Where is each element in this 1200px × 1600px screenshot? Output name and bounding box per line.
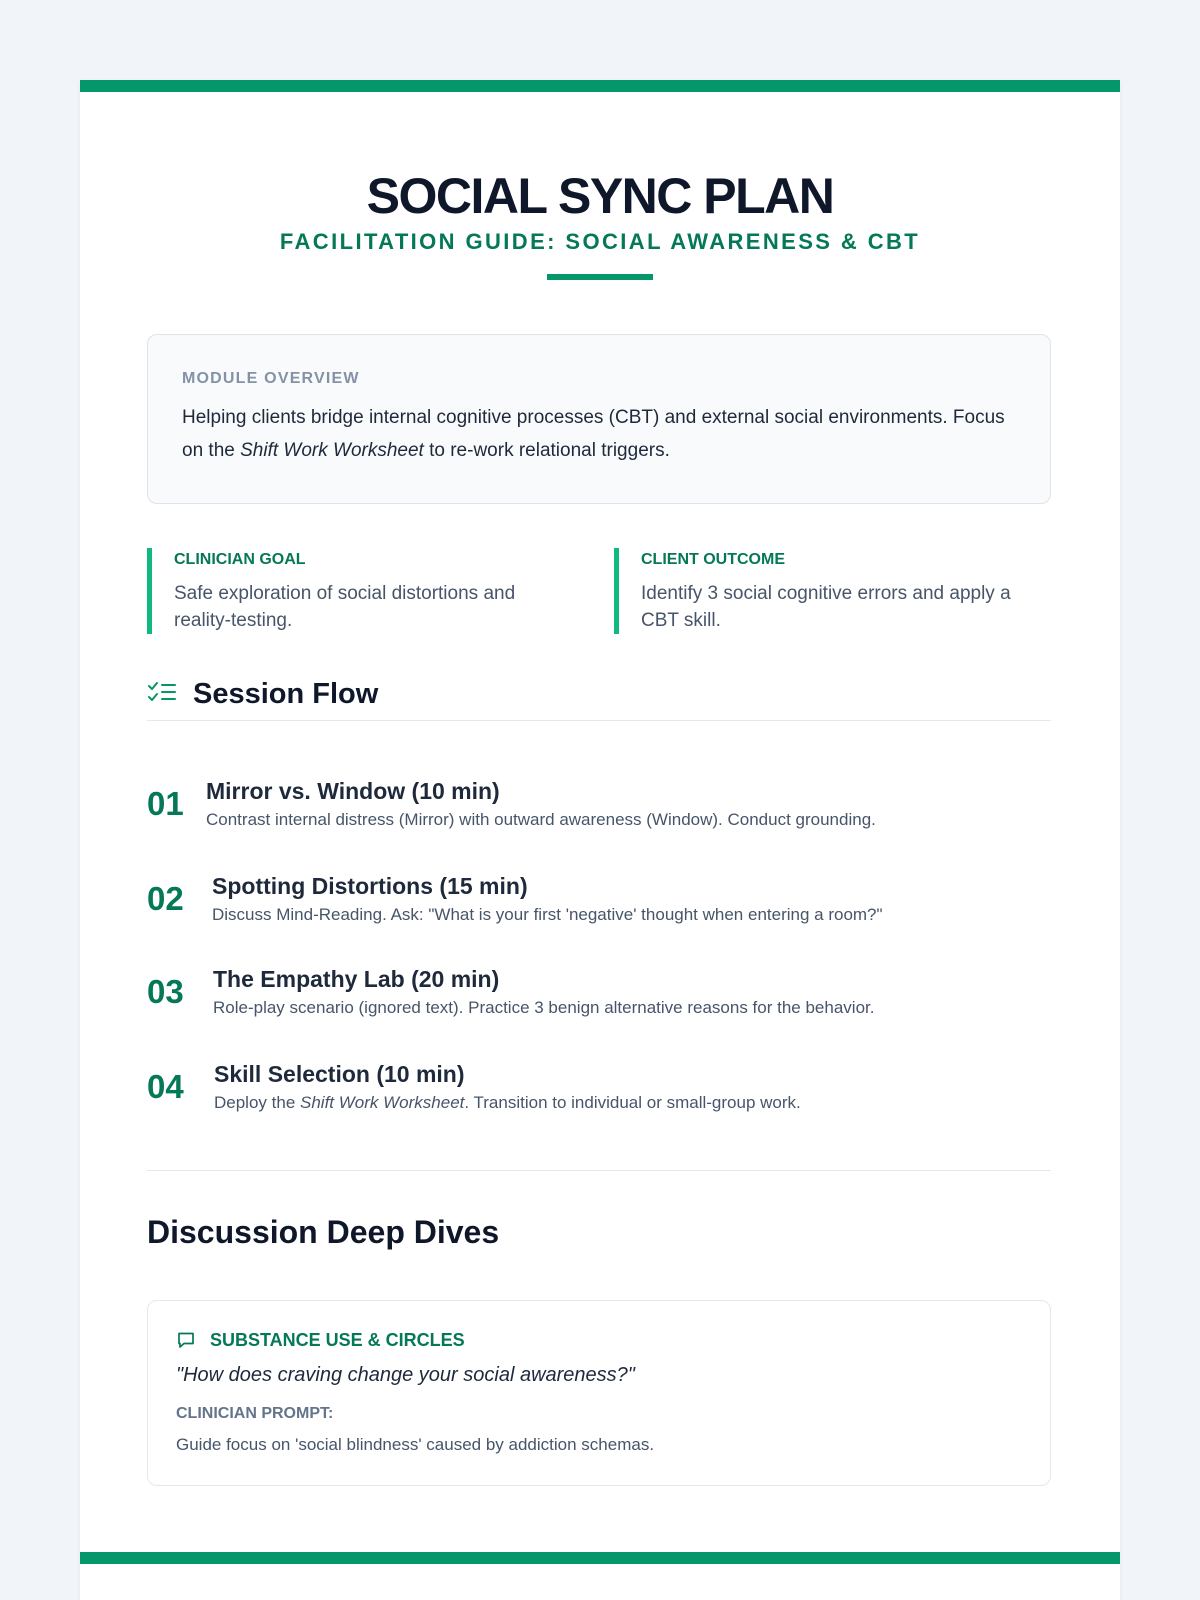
worksheet-reference: Shift Work Worksheet bbox=[240, 440, 424, 461]
page-title: SOCIAL SYNC PLAN bbox=[366, 168, 834, 224]
step-description-part: Role-play scenario (ignored text). Practice 3 benign alternative reasons for the behavior. bbox=[213, 998, 875, 1017]
session-step bbox=[147, 1059, 1051, 1129]
session-step bbox=[147, 776, 1051, 846]
session-step bbox=[147, 964, 1051, 1034]
section-divider bbox=[147, 1170, 1051, 1171]
title-underline bbox=[547, 274, 653, 280]
goal-text: Identify 3 social cognitive errors and apply a CBT skill. bbox=[641, 583, 1011, 631]
step-description bbox=[206, 808, 876, 832]
step-title: Skill Selection (10 min) bbox=[214, 1061, 465, 1087]
clinician-prompt-label: CLINICIAN PROMPT: bbox=[176, 1405, 334, 1422]
deep-dive-question: "How does craving change your social awareness?" bbox=[176, 1364, 635, 1386]
overview-label: MODULE OVERVIEW bbox=[182, 370, 360, 387]
deep-dive-header bbox=[176, 1327, 1022, 1353]
overview-text bbox=[182, 401, 1016, 467]
document-card bbox=[80, 80, 1120, 1600]
deep-dives-heading: Discussion Deep Dives bbox=[147, 1214, 500, 1250]
step-description-part: . Transition to individual or small-group work. bbox=[464, 1093, 801, 1112]
goal-label: CLIENT OUTCOME bbox=[641, 551, 785, 568]
top-accent-bar bbox=[80, 80, 1120, 92]
step-description bbox=[214, 1091, 801, 1115]
deep-dive-card bbox=[147, 1300, 1051, 1486]
step-title: Mirror vs. Window (10 min) bbox=[206, 778, 500, 804]
client-outcome bbox=[614, 548, 1044, 634]
goal-text: Safe exploration of social distortions and reality-testing. bbox=[174, 583, 516, 631]
page-subtitle: FACILITATION GUIDE: SOCIAL AWARENESS & CBT bbox=[279, 229, 921, 254]
step-description-part: Discuss Mind-Reading. Ask: "What is your first 'negative' thought when entering a room?" bbox=[212, 905, 883, 924]
step-number: 02 bbox=[147, 880, 184, 917]
overview-text-part: to re-work relational triggers. bbox=[423, 440, 670, 461]
step-description bbox=[213, 996, 874, 1020]
chat-bubble-icon bbox=[176, 1330, 196, 1350]
checklist-icon bbox=[147, 680, 177, 706]
step-number: 01 bbox=[147, 785, 184, 822]
step-description bbox=[212, 903, 883, 927]
step-description-part: Contrast internal distress (Mirror) with outward awareness (Window). Conduct grounding. bbox=[206, 810, 876, 829]
module-overview-box bbox=[147, 334, 1051, 504]
session-step bbox=[147, 871, 1051, 941]
step-description-part: Deploy the bbox=[214, 1093, 300, 1112]
goal-label: CLINICIAN GOAL bbox=[174, 551, 306, 568]
step-title: Spotting Distortions (15 min) bbox=[212, 873, 528, 899]
overview-text-part: Helping clients bridge internal cognitive processes (CBT) and external social environments. Focus on the bbox=[182, 407, 1005, 461]
step-title: The Empathy Lab (20 min) bbox=[213, 966, 500, 992]
step-number: 04 bbox=[147, 1068, 184, 1105]
worksheet-reference: Shift Work Worksheet bbox=[300, 1093, 465, 1112]
clinician-goal bbox=[147, 548, 577, 634]
step-number: 03 bbox=[147, 973, 184, 1010]
session-flow-header bbox=[147, 676, 1051, 721]
deep-dive-label: SUBSTANCE USE & CIRCLES bbox=[210, 1330, 465, 1350]
bottom-accent-bar bbox=[80, 1552, 1120, 1564]
clinician-prompt-text: Guide focus on 'social blindness' caused by addiction schemas. bbox=[176, 1435, 655, 1454]
section-title: Session Flow bbox=[193, 678, 379, 710]
